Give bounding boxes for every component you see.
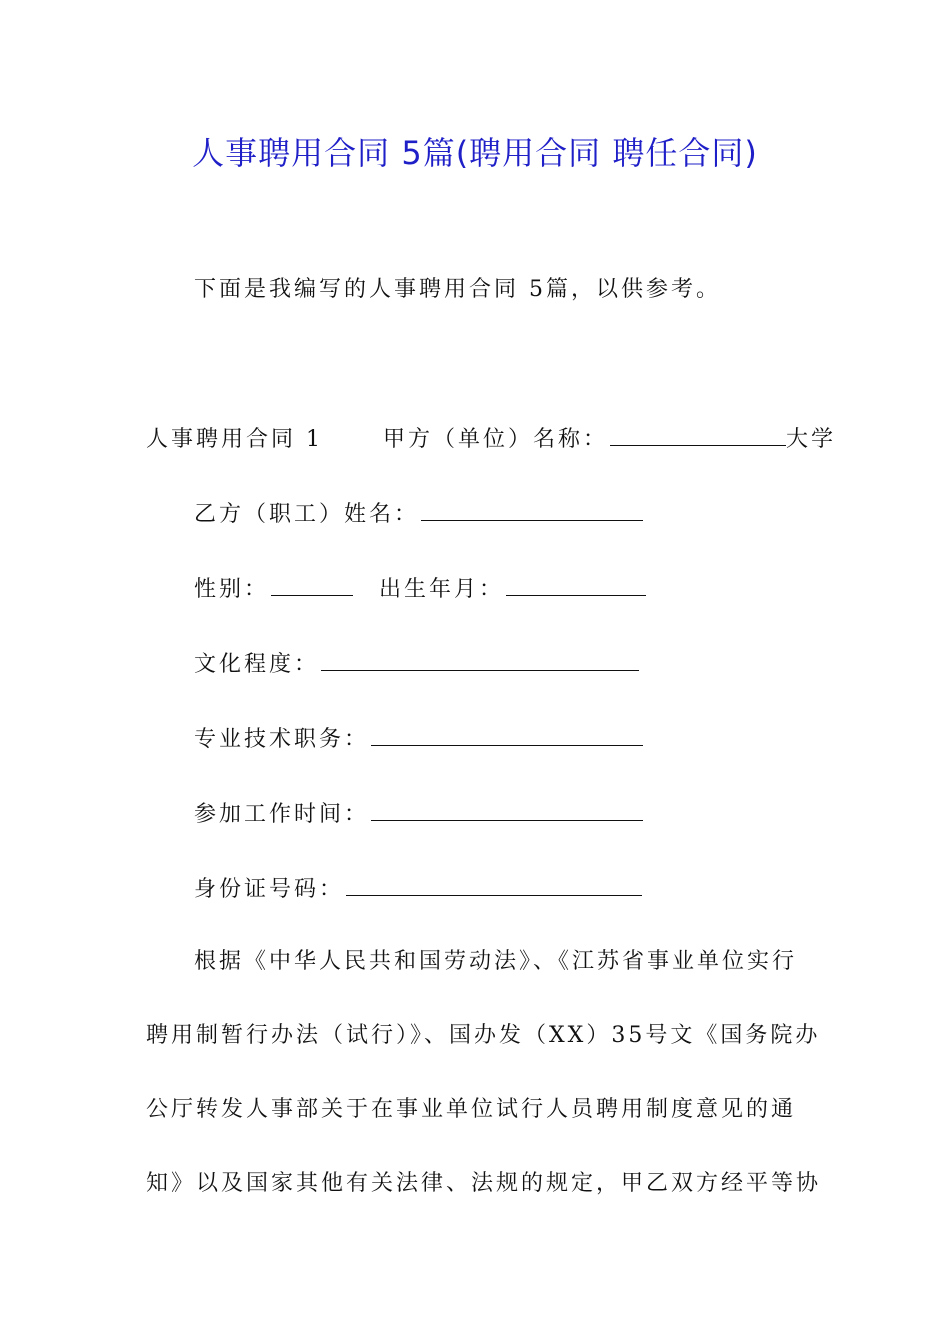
- education-blank: [321, 648, 639, 671]
- birth-date-blank: [506, 573, 646, 596]
- education-label: 文化程度：: [194, 652, 320, 677]
- professional-title-label: 专业技术职务：: [194, 727, 370, 752]
- body-line-2: 聘用制暂行办法（试行）》、国办发（XX）35号文《国务院办: [146, 1023, 821, 1048]
- document-title: 人事聘用合同 5篇(聘用合同 聘任合同): [192, 134, 758, 172]
- body-line-4: 知》以及国家其他有关法律、法规的规定，甲乙双方经平等协: [146, 1171, 822, 1196]
- id-number-blank: [346, 873, 642, 896]
- gender-birth-row: [194, 572, 646, 603]
- professional-title-row: [194, 722, 643, 753]
- party-a-blank: [610, 423, 786, 446]
- body-line-1: 根据《中华人民共和国劳动法》、《江苏省事业单位实行: [194, 949, 798, 974]
- work-start-label: 参加工作时间：: [194, 802, 370, 827]
- id-number-row: [194, 872, 642, 903]
- work-start-blank: [371, 798, 643, 821]
- intro-text: 下面是我编写的人事聘用合同 5篇，以供参考。: [194, 277, 721, 302]
- party-a-label: 甲方（单位）名称：: [383, 427, 609, 452]
- work-start-row: [194, 797, 643, 828]
- body-line-3: 公厅转发人事部关于在事业单位试行人员聘用制度意见的通: [146, 1097, 797, 1122]
- education-row: [194, 647, 639, 678]
- gender-label: 性别：: [194, 577, 270, 602]
- contract-heading-row: [146, 422, 836, 453]
- contract-heading: 人事聘用合同 1: [146, 427, 323, 452]
- party-b-blank: [421, 498, 643, 521]
- gender-blank: [271, 573, 353, 596]
- id-number-label: 身份证号码：: [194, 877, 345, 902]
- professional-title-blank: [371, 723, 643, 746]
- party-b-label: 乙方（职工）姓名：: [194, 502, 420, 527]
- party-a-suffix: 大学: [786, 427, 837, 452]
- party-b-row: [194, 497, 643, 528]
- birth-date-label: 出生年月：: [379, 577, 505, 602]
